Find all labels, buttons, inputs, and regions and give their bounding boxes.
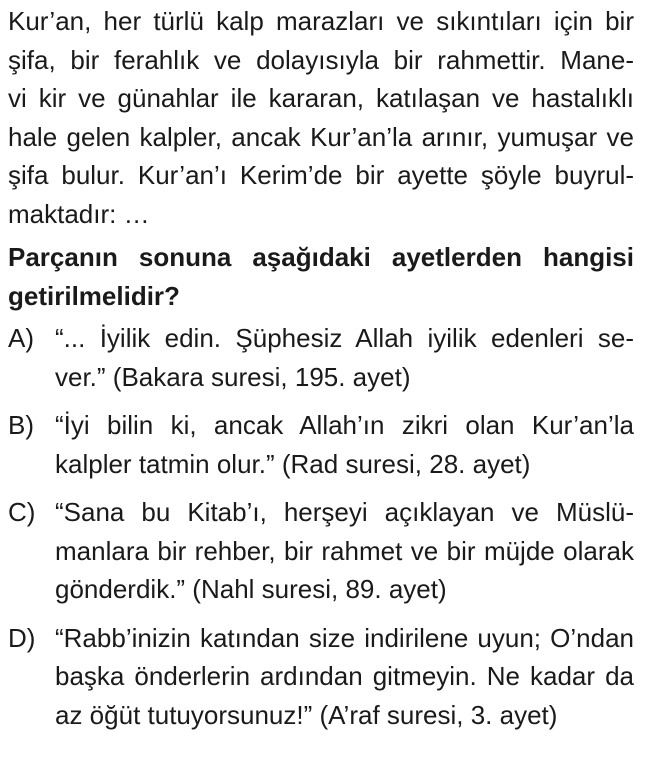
- passage-line: vi kir ve günahlar ile kararan, katılaşan ve hastalıklı: [8, 83, 634, 113]
- passage-text: [8, 2, 634, 233]
- option-b[interactable]: [8, 406, 634, 483]
- question-line: getirilmelidir?: [8, 280, 180, 311]
- option-text-line: gönderdik.” (Nahl suresi, 89. ayet): [55, 574, 447, 604]
- option-c[interactable]: [8, 493, 634, 609]
- passage-line: şifa bulur. Kur’an’ı Kerim’de bir ayette şöyle buyrul-: [8, 160, 634, 190]
- option-letter: B): [8, 410, 34, 440]
- passage-line: maktadır: …: [8, 198, 150, 229]
- option-text-line: manlara bir rehber, bir rahmet ve bir müjde olarak: [55, 535, 634, 566]
- option-a[interactable]: [8, 319, 634, 396]
- option-text-line: kalpler tatmin olur.” (Rad suresi, 28. ayet): [55, 448, 531, 479]
- option-letter: D): [8, 622, 36, 653]
- question-stem: [8, 238, 634, 315]
- answer-options: [8, 319, 634, 734]
- option-text-line: başka önderlerin ardından gitmeyin. Ne kadar da: [55, 661, 634, 691]
- option-text-line: “Sana bu Kitab’ı, herşeyi açıklayan ve Müslü-: [55, 497, 634, 527]
- option-text-line: ver.” (Bakara suresi, 195. ayet): [55, 361, 411, 392]
- option-letter: C): [8, 497, 36, 527]
- passage-line: Kur’an, her türlü kalp marazları ve sıkıntıları için bir: [8, 6, 634, 36]
- option-text-line: az öğüt tutuyorsunuz!” (A’raf suresi, 3. ayet): [55, 699, 558, 730]
- option-text-line: “... İyilik edin. Şüphesiz Allah iyilik edenleri se-: [55, 323, 634, 353]
- option-text-line: “Rabb’inizin katından size indirilene uyun; O’ndan: [55, 622, 634, 653]
- passage-line: hale gelen kalpler, ancak Kur’an’la arınır, yumuşar ve: [8, 121, 634, 152]
- option-text-line: “İyi bilin ki, ancak Allah’ın zikri olan Kur’an’la: [55, 410, 634, 440]
- passage-line: şifa, bir ferahlık ve dolayısıyla bir rahmettir. Mane-: [8, 44, 634, 75]
- question-line: Parçanın sonuna aşağıdaki ayetlerden hangisi: [8, 242, 634, 272]
- option-d[interactable]: [8, 619, 634, 735]
- option-letter: A): [8, 323, 34, 353]
